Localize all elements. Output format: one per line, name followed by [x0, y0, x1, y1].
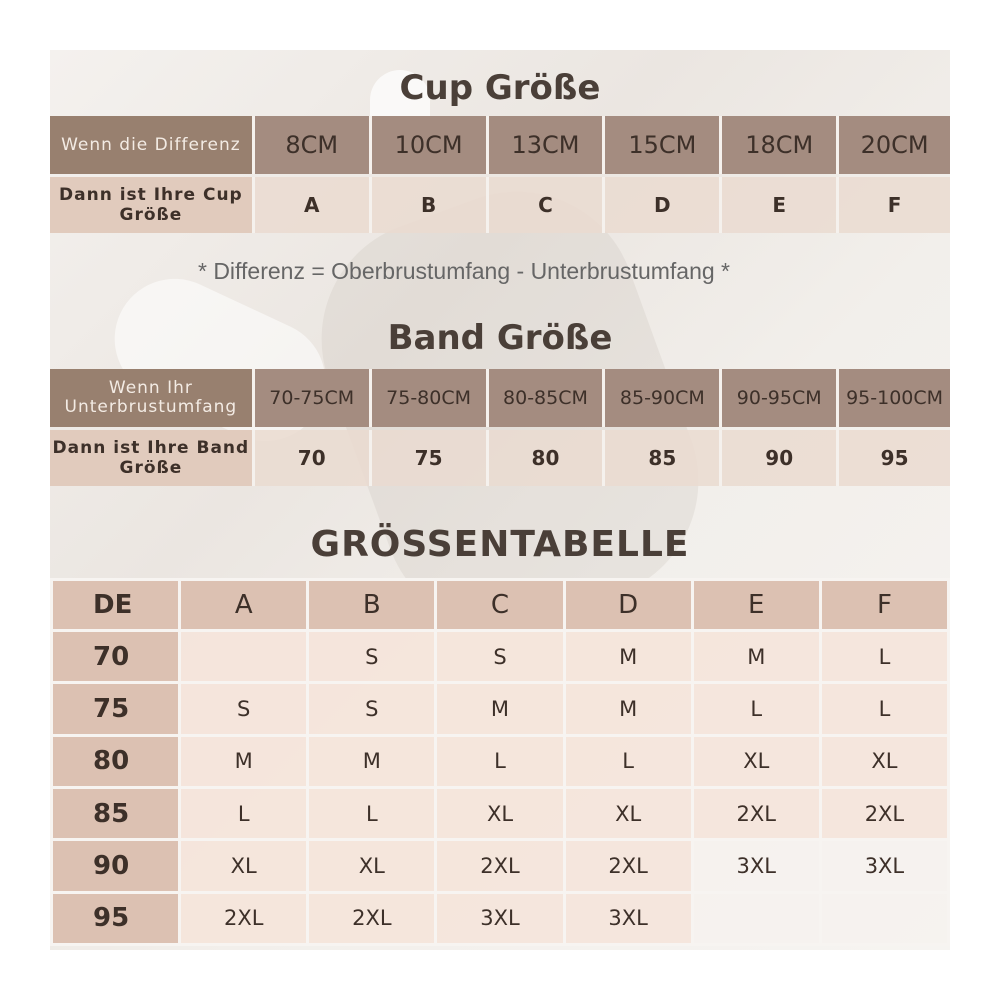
- band-size-cell: 75: [372, 430, 489, 486]
- size-cell: L: [180, 787, 308, 839]
- cup-letter-cell: A: [255, 177, 372, 233]
- size-cell: M: [564, 683, 692, 735]
- size-cell: M: [436, 683, 564, 735]
- band-header-row: [50, 369, 950, 427]
- size-cell: M: [692, 631, 820, 683]
- cup-letter-cell: F: [839, 177, 950, 233]
- band-row-header: 75: [52, 683, 180, 735]
- size-cell: [692, 892, 820, 944]
- cup-diff-cell: 10CM: [372, 116, 489, 174]
- cup-column-header: E: [692, 580, 820, 631]
- cup-letter-cell: E: [722, 177, 839, 233]
- band-range-cell: 95-100CM: [839, 369, 950, 427]
- size-cell: [820, 892, 948, 944]
- cup-diff-cell: 20CM: [839, 116, 950, 174]
- table-row: [52, 683, 949, 735]
- table-row: [52, 787, 949, 839]
- cup-header-row: [50, 116, 950, 174]
- cup-column-header: B: [308, 580, 436, 631]
- band-title: Band Größe: [387, 318, 613, 358]
- band-value-row: [50, 430, 950, 486]
- band-value-label: Dann ist Ihre Band Größe: [50, 430, 255, 486]
- size-cell: 2XL: [820, 787, 948, 839]
- size-cell: S: [180, 683, 308, 735]
- size-table-title: GRÖSSENTABELLE: [310, 524, 690, 565]
- band-row-header: 85: [52, 787, 180, 839]
- band-size-cell: 95: [839, 430, 950, 486]
- cup-diff-cell: 13CM: [489, 116, 606, 174]
- size-cell: L: [436, 735, 564, 787]
- size-cell: L: [308, 787, 436, 839]
- cup-letter-cell: C: [489, 177, 606, 233]
- size-table: [50, 578, 950, 946]
- cup-diff-cell: 18CM: [722, 116, 839, 174]
- size-cell: L: [820, 631, 948, 683]
- cup-column-header: F: [820, 580, 948, 631]
- band-row-header: 90: [52, 840, 180, 892]
- band-size-cell: 85: [605, 430, 722, 486]
- size-cell: 2XL: [308, 892, 436, 944]
- size-cell: XL: [820, 735, 948, 787]
- cup-value-row: [50, 177, 950, 233]
- size-cell: XL: [436, 787, 564, 839]
- size-cell: 2XL: [564, 840, 692, 892]
- size-cell: XL: [308, 840, 436, 892]
- band-row-header: 95: [52, 892, 180, 944]
- size-cell: 3XL: [436, 892, 564, 944]
- band-range-cell: 80-85CM: [489, 369, 606, 427]
- size-cell: 3XL: [820, 840, 948, 892]
- band-range-cell: 70-75CM: [255, 369, 372, 427]
- band-size-cell: 80: [489, 430, 606, 486]
- band-row-header: 70: [52, 631, 180, 683]
- size-cell: L: [564, 735, 692, 787]
- size-cell: S: [436, 631, 564, 683]
- table-row: [52, 840, 949, 892]
- size-cell: XL: [564, 787, 692, 839]
- size-cell: [180, 631, 308, 683]
- size-cell: 2XL: [436, 840, 564, 892]
- size-cell: M: [180, 735, 308, 787]
- size-cell: 3XL: [564, 892, 692, 944]
- size-cell: L: [692, 683, 820, 735]
- size-table-header-row: [52, 580, 949, 631]
- size-cell: L: [820, 683, 948, 735]
- cup-header-label: Wenn die Differenz: [50, 116, 255, 174]
- cup-column-header: C: [436, 580, 564, 631]
- size-cell: S: [308, 683, 436, 735]
- band-row-header: 80: [52, 735, 180, 787]
- size-cell: M: [308, 735, 436, 787]
- cup-value-label: Dann ist Ihre Cup Größe: [50, 177, 255, 233]
- band-range-cell: 75-80CM: [372, 369, 489, 427]
- table-row: [52, 892, 949, 944]
- cup-title: Cup Größe: [399, 68, 601, 108]
- size-cell: M: [564, 631, 692, 683]
- band-size-cell: 70: [255, 430, 372, 486]
- size-cell: S: [308, 631, 436, 683]
- cup-column-header: D: [564, 580, 692, 631]
- size-cell: XL: [692, 735, 820, 787]
- cup-diff-cell: 15CM: [605, 116, 722, 174]
- size-cell: XL: [180, 840, 308, 892]
- table-row: [52, 631, 949, 683]
- cup-diff-cell: 8CM: [255, 116, 372, 174]
- size-cell: 3XL: [692, 840, 820, 892]
- cup-letter-cell: B: [372, 177, 489, 233]
- cup-letter-cell: D: [605, 177, 722, 233]
- band-range-cell: 85-90CM: [605, 369, 722, 427]
- size-cell: 2XL: [180, 892, 308, 944]
- difference-note: * Differenz = Oberbrustumfang - Unterbrustumfang *: [197, 258, 731, 284]
- cup-column-header: A: [180, 580, 308, 631]
- table-row: [52, 735, 949, 787]
- size-cell: 2XL: [692, 787, 820, 839]
- band-header-label: Wenn Ihr Unterbrustumfang: [50, 369, 255, 427]
- band-size-cell: 90: [722, 430, 839, 486]
- corner-cell: DE: [52, 580, 180, 631]
- band-range-cell: 90-95CM: [722, 369, 839, 427]
